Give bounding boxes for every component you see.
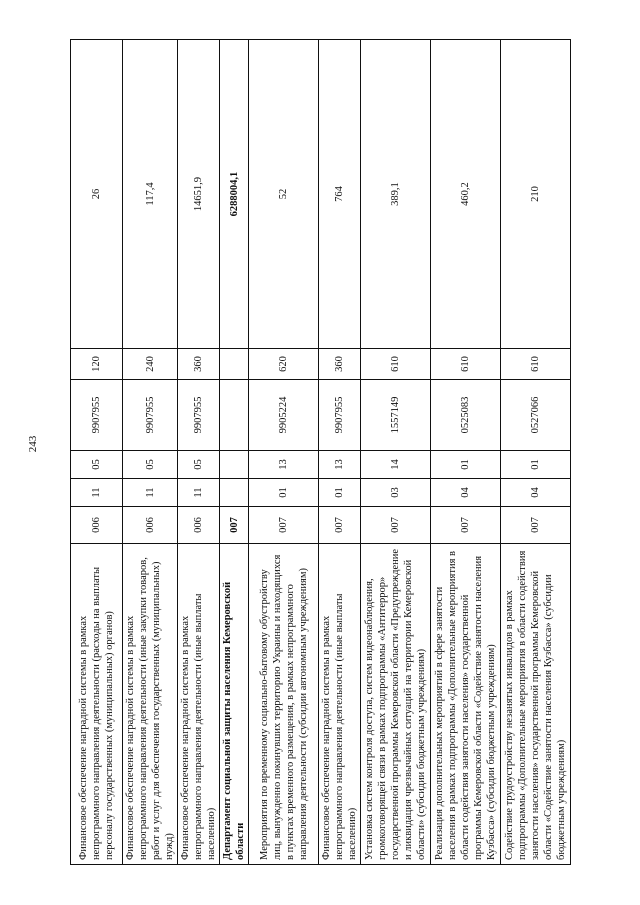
cell-subsection: 01 bbox=[501, 451, 571, 479]
cell-expense: 620 bbox=[249, 349, 319, 380]
cell-ministry: 007 bbox=[220, 507, 249, 544]
cell-expense bbox=[220, 349, 249, 380]
cell-amount: 117,4 bbox=[123, 40, 178, 349]
cell-ministry: 006 bbox=[178, 507, 220, 544]
cell-expense: 360 bbox=[178, 349, 220, 380]
cell-expense: 240 bbox=[123, 349, 178, 380]
cell-name: Департамент социальной защиты населения Кемеровской области bbox=[220, 544, 249, 865]
cell-subsection: 13 bbox=[249, 451, 319, 479]
cell-expense: 610 bbox=[361, 349, 431, 380]
cell-subsection bbox=[220, 451, 249, 479]
cell-amount: 26 bbox=[71, 40, 123, 349]
cell-subsection: 05 bbox=[178, 451, 220, 479]
cell-expense: 610 bbox=[501, 349, 571, 380]
cell-ministry: 006 bbox=[71, 507, 123, 544]
cell-subsection: 05 bbox=[123, 451, 178, 479]
cell-ministry: 007 bbox=[249, 507, 319, 544]
cell-subsection: 01 bbox=[431, 451, 501, 479]
cell-amount: 460,2 bbox=[431, 40, 501, 349]
table-row bbox=[361, 40, 431, 865]
cell-section: 11 bbox=[123, 479, 178, 507]
budget-table bbox=[70, 39, 571, 865]
cell-subsection: 13 bbox=[319, 451, 361, 479]
cell-target: 1557149 bbox=[361, 380, 431, 451]
cell-section: 11 bbox=[178, 479, 220, 507]
table-row bbox=[431, 40, 501, 865]
cell-ministry: 007 bbox=[319, 507, 361, 544]
cell-expense: 610 bbox=[431, 349, 501, 380]
table-row bbox=[71, 40, 123, 865]
cell-name: Мероприятия по временному социально-бытовому обустройству лиц, вынужденно покинувших территорию Украины и находящихся в пунктах временного размещения, в рамках непрограммного направления деятельности (субсидии автономным учреждениям) bbox=[249, 544, 319, 865]
cell-target: 0527066 bbox=[501, 380, 571, 451]
cell-target: 9905224 bbox=[249, 380, 319, 451]
cell-amount: 52 bbox=[249, 40, 319, 349]
table-row bbox=[220, 40, 249, 865]
cell-section: 04 bbox=[431, 479, 501, 507]
cell-amount: 389,1 bbox=[361, 40, 431, 349]
cell-target bbox=[220, 380, 249, 451]
cell-name: Содействие трудоустройству незанятых инвалидов в рамках подпрограммы «Дополнительные мероприятия в области содействия занятости населения» государственной программы Кемеровской области «Содействие занятости населения Кузбасса» (субсидии бюджетным учреждениям) bbox=[501, 544, 571, 865]
cell-name: Финансовое обеспечение наградной системы в рамках непрограммного направления деятельности (иные выплаты населению) bbox=[178, 544, 220, 865]
budget-table-rotated bbox=[70, 40, 600, 865]
cell-section: 01 bbox=[249, 479, 319, 507]
cell-ministry: 007 bbox=[361, 507, 431, 544]
cell-name: Финансовое обеспечение наградной системы в рамках непрограммного направления деятельности (расходы на выплаты персоналу государственных (муниципальных) органов) bbox=[71, 544, 123, 865]
cell-subsection: 05 bbox=[71, 451, 123, 479]
table-row bbox=[319, 40, 361, 865]
cell-amount: 210 bbox=[501, 40, 571, 349]
cell-amount: 764 bbox=[319, 40, 361, 349]
cell-amount: 14651,9 bbox=[178, 40, 220, 349]
cell-target: 9907955 bbox=[123, 380, 178, 451]
cell-target: 9907955 bbox=[319, 380, 361, 451]
cell-subsection: 14 bbox=[361, 451, 431, 479]
cell-expense: 120 bbox=[71, 349, 123, 380]
cell-name: Финансовое обеспечение наградной системы в рамках непрограммного направления деятельности (иные закупки товаров, работ и услуг для обеспечения государственных (муниципальных) нужд) bbox=[123, 544, 178, 865]
cell-name: Установка систем контроля доступа, систем видеонаблюдения, громкоговорящей связи в рамках подпрограммы «Антитеррор» государственной программы Кемеровской области «Предупреждение и ликвидация чрезвычайных ситуаций на территории Кемеровской области» (субсидии бюджетным учреждениям) bbox=[361, 544, 431, 865]
cell-name: Реализация дополнительных мероприятий в сфере занятости населения в рамках подпрограммы «Дополнительные мероприятия в области содействия занятости населения» государственной программы Кемеровской области «Содействие занятости населения Кузбасса» (субсидии бюджетным учреждениям) bbox=[431, 544, 501, 865]
table-row bbox=[501, 40, 571, 865]
cell-ministry: 007 bbox=[431, 507, 501, 544]
cell-ministry: 007 bbox=[501, 507, 571, 544]
cell-ministry: 006 bbox=[123, 507, 178, 544]
table-row bbox=[123, 40, 178, 865]
table-row bbox=[178, 40, 220, 865]
cell-target: 9907955 bbox=[178, 380, 220, 451]
cell-section: 11 bbox=[71, 479, 123, 507]
cell-section: 04 bbox=[501, 479, 571, 507]
table-row bbox=[249, 40, 319, 865]
cell-target: 9907955 bbox=[71, 380, 123, 451]
cell-amount: 6288004,1 bbox=[220, 40, 249, 349]
cell-section: 03 bbox=[361, 479, 431, 507]
cell-name: Финансовое обеспечение наградной системы в рамках непрограммного направления деятельности (иные выплаты населению) bbox=[319, 544, 361, 865]
cell-section bbox=[220, 479, 249, 507]
cell-target: 0525083 bbox=[431, 380, 501, 451]
cell-section: 01 bbox=[319, 479, 361, 507]
page-number: 243 bbox=[27, 435, 39, 453]
cell-expense: 360 bbox=[319, 349, 361, 380]
